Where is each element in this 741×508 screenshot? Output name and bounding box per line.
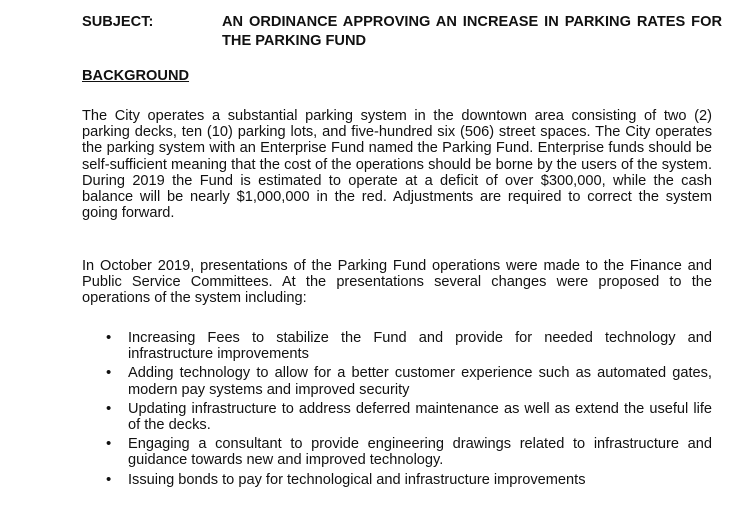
list-item: • Increasing Fees to stabilize the Fund and provide for needed technology and infrastructure improvements <box>82 330 712 362</box>
list-item: • Engaging a consultant to provide engineering drawings related to infrastructure and guidance towards new and improved technology. <box>82 436 712 468</box>
list-item: • Updating infrastructure to address deferred maintenance as well as extend the useful life of the decks. <box>82 401 712 433</box>
changes-list <box>82 330 712 491</box>
subject-label: SUBJECT: <box>82 14 154 30</box>
subject-text: AN ORDINANCE APPROVING AN INCREASE IN PARKING RATES FOR THE PARKING FUND <box>222 14 722 49</box>
background-heading: BACKGROUND <box>82 68 190 84</box>
background-paragraph-2: In October 2019, presentations of the Parking Fund operations were made to the Finance and Public Service Committees. At the presentations several changes were proposed to the operations of the system including: <box>82 258 712 307</box>
list-item: • Adding technology to allow for a better customer experience such as automated gates, modern pay systems and improved security <box>82 365 712 397</box>
list-item: • Issuing bonds to pay for technological and infrastructure improvements <box>82 472 712 488</box>
background-paragraph-1: The City operates a substantial parking system in the downtown area consisting of two (2) parking decks, ten (10) parking lots, and five-hundred six (506) street spaces. The City operates the parking system with an Enterprise Fund named the Parking Fund. Enterprise funds should be self-sufficient meaning that the cost of the operations should be borne by the users of the system. During 2019 the Fund is estimated to operate at a deficit of over $300,000, while the cash balance will be nearly $1,000,000 in the red. Adjustments are required to correct the system going forward. <box>82 108 712 222</box>
